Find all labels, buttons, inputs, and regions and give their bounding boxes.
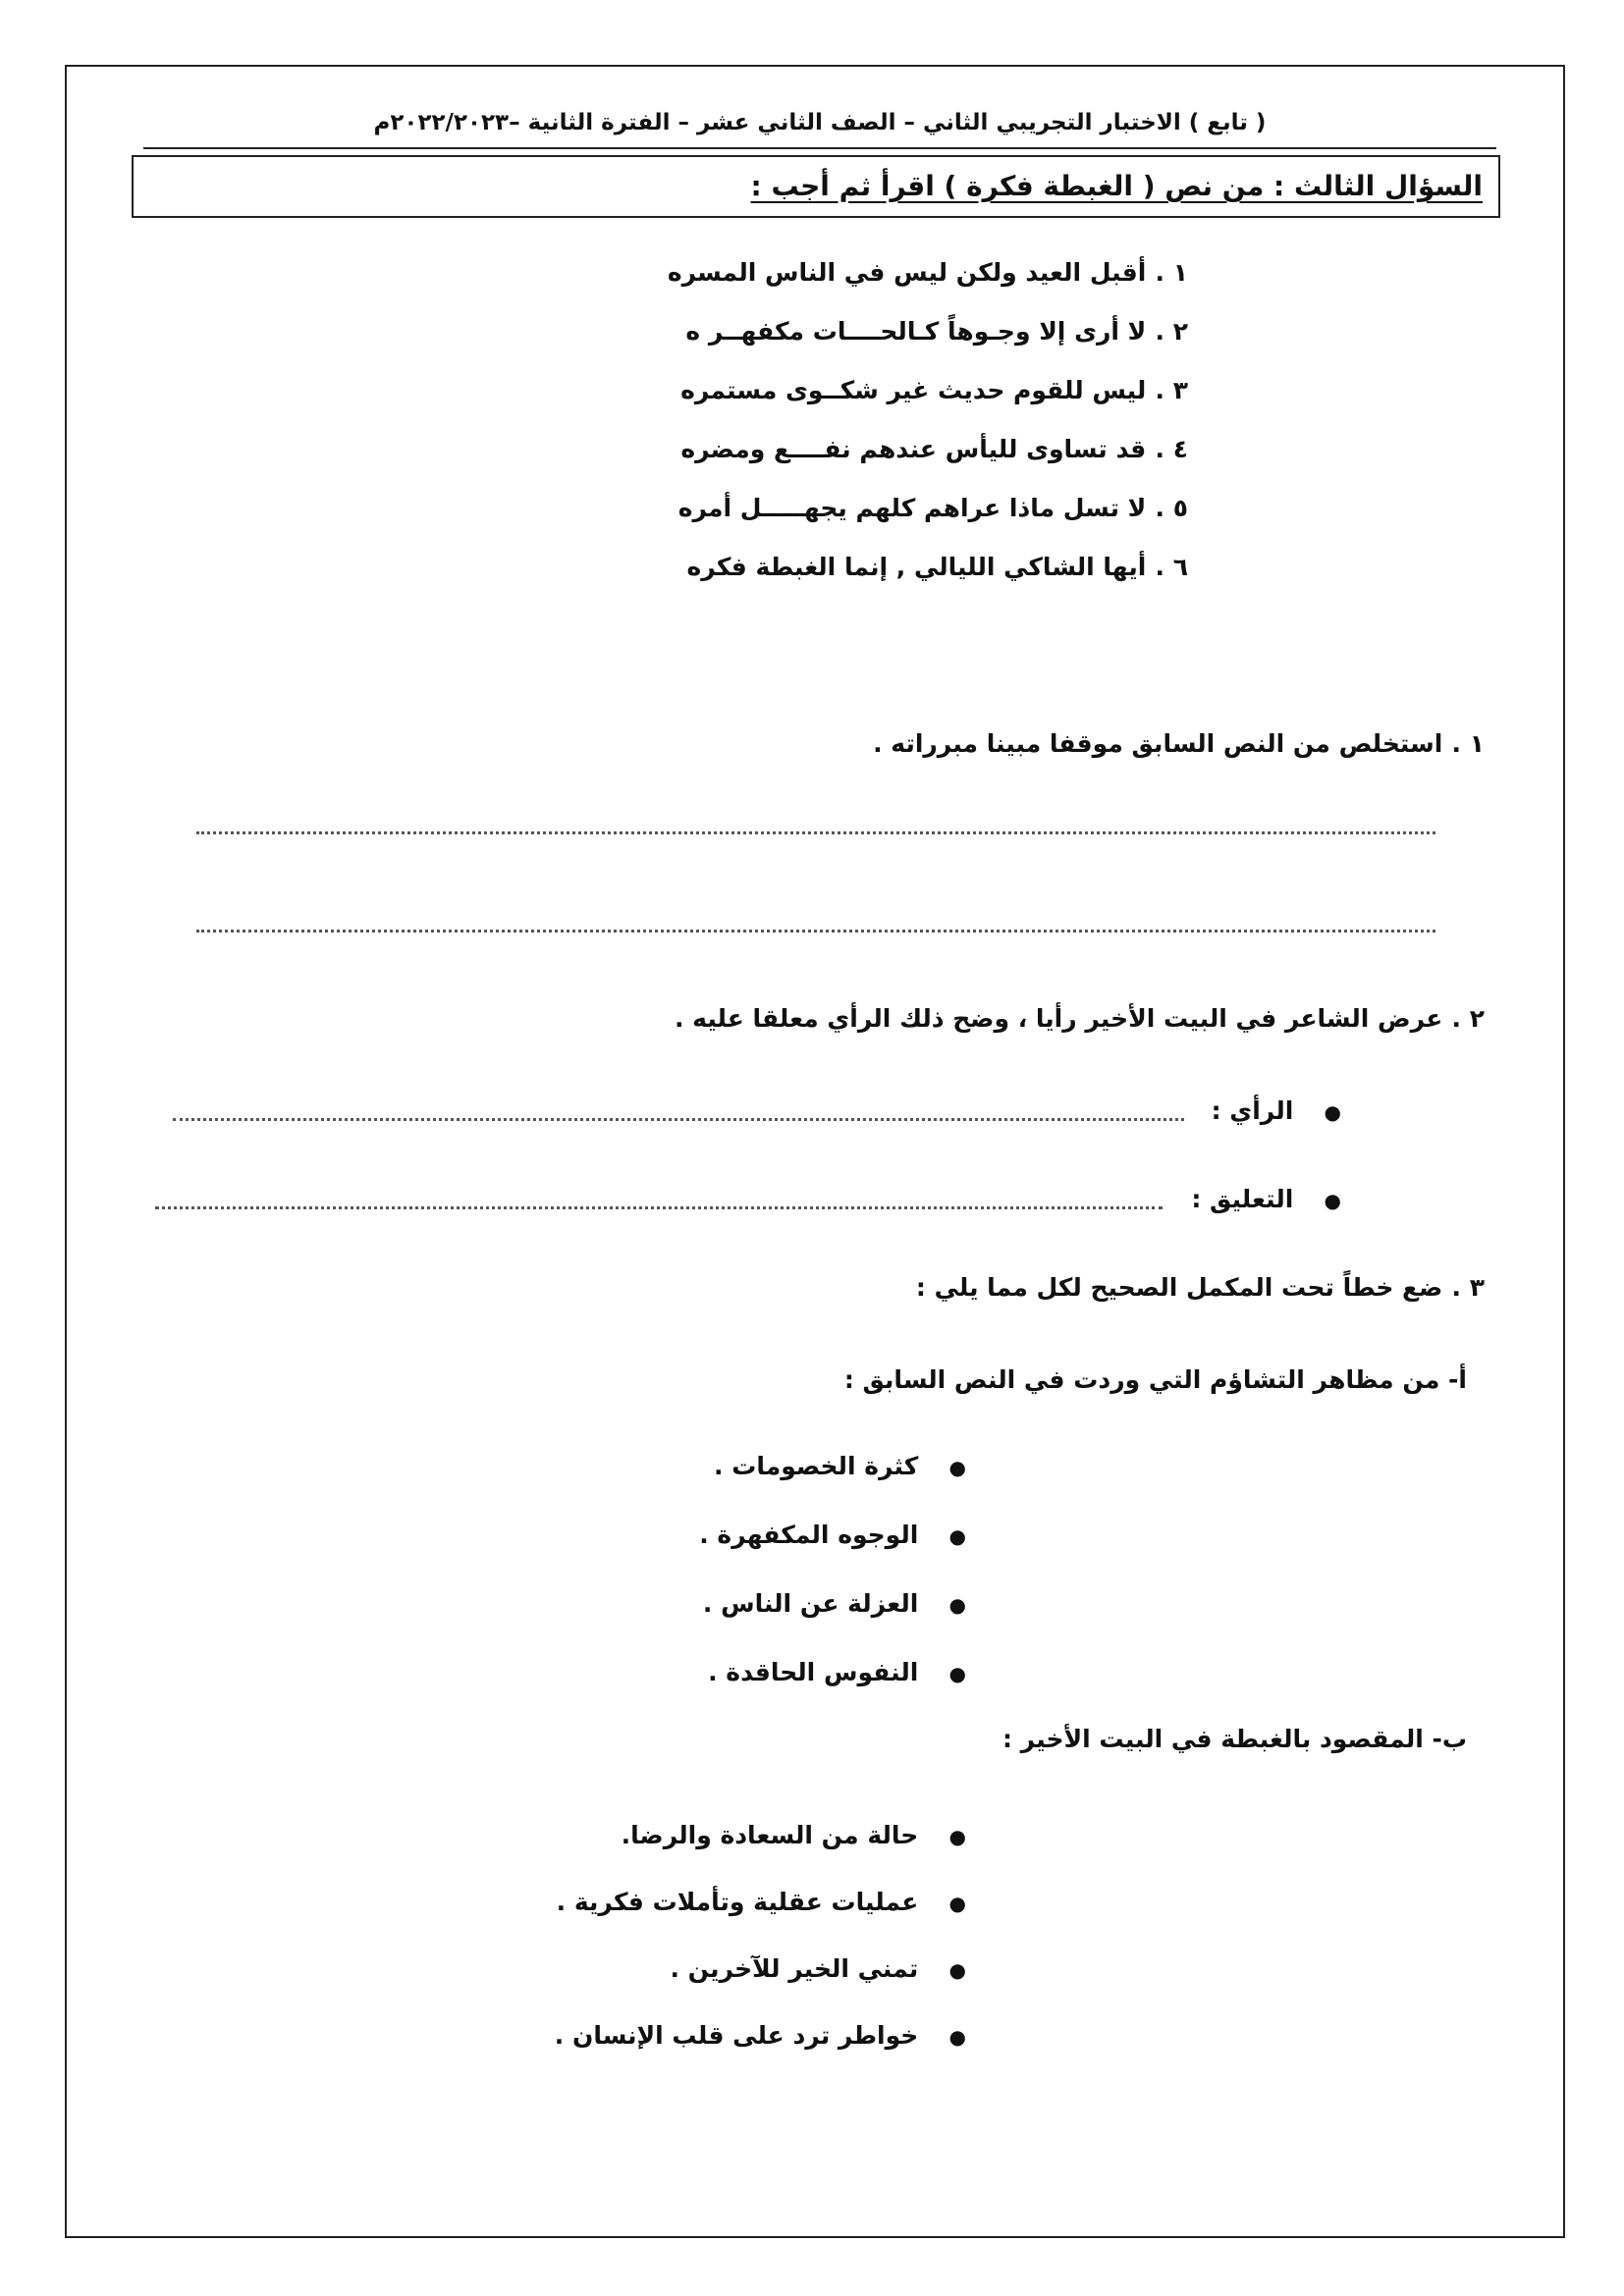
option-b-2[interactable]: ● عمليات عقلية وتأملات فكرية .: [557, 1883, 966, 1923]
option-a-1[interactable]: ● كثرة الخصومات .: [714, 1447, 966, 1487]
option-a-2[interactable]: ● الوجوه المكفهرة .: [699, 1516, 966, 1556]
opinion-label: ● الرأي :: [1212, 1092, 1341, 1132]
verse-5: ٥ . لا تسل ماذا عراهم كلهم يجهـــــل أمره: [677, 494, 1188, 522]
part-a-label: أ- من مظاهر التشاؤم التي وردت في النص السابق :: [843, 1365, 1467, 1394]
section-title: السؤال الثالث : من نص ( الغبطة فكرة ) اقرأ ثم أجب :: [750, 170, 1483, 202]
bullet-icon: ●: [1324, 1100, 1341, 1124]
option-b-3[interactable]: ● تمني الخير للآخرين .: [670, 1949, 966, 1990]
bullet-icon: ●: [948, 1892, 966, 1915]
option-b-4[interactable]: ● خواطر ترد على قلب الإنسان .: [555, 2016, 966, 2056]
bullet-icon: ●: [948, 1593, 966, 1617]
question-2: ٢ . عرض الشاعر في البيت الأخير رأيا ، وضح ذلك الرأي معلقا عليه .: [674, 1004, 1485, 1033]
section-title-box: [132, 155, 1500, 218]
verse-1: ١ . أقبل العيد ولكن ليس في الناس المسره: [667, 258, 1188, 287]
bullet-icon: ●: [948, 1825, 966, 1848]
bullet-icon: ●: [948, 1456, 966, 1479]
verse-6: ٦ . أيها الشاكي الليالي , إنما الغبطة فكره: [686, 553, 1188, 581]
part-b-label: ب- المقصود بالغبطة في البيت الأخير :: [1001, 1725, 1467, 1753]
answer-line-1[interactable]: [196, 830, 1435, 834]
bullet-icon: ●: [948, 1524, 966, 1548]
bullet-icon: ●: [948, 1958, 966, 1982]
header-rule: [143, 147, 1496, 149]
comment-answer-line[interactable]: [155, 1205, 1163, 1209]
exam-header: ( تابع ) الاختبار التجريبي الثاني – الصف الثاني عشر – الفترة الثانية –٢٠٢٢/٢٠٢٣م: [373, 110, 1267, 135]
comment-label: ● التعليق :: [1191, 1180, 1341, 1220]
verse-3: ٣ . ليس للقوم حديث غير شكــوى مستمره: [680, 376, 1188, 404]
question-3: ٣ . ضع خطاً تحت المكمل الصحيح لكل مما يلي :: [915, 1273, 1485, 1302]
bullet-icon: ●: [948, 1662, 966, 1685]
question-1: ١ . استخلص من النص السابق موقفا مبينا مبرراته .: [873, 729, 1485, 758]
answer-line-2[interactable]: [196, 929, 1435, 933]
opinion-answer-line[interactable]: [173, 1117, 1184, 1121]
option-a-3[interactable]: ● العزلة عن الناس .: [703, 1584, 966, 1625]
option-a-4[interactable]: ● النفوس الحاقدة .: [708, 1653, 966, 1693]
verse-4: ٤ . قد تساوى لليأس عندهم نفــــع ومضره: [680, 435, 1188, 463]
verse-2: ٢ . لا أرى إلا وجـوهاً كـالحــــات مكفهــر ه: [685, 317, 1188, 346]
option-b-1[interactable]: ● حالة من السعادة والرضا.: [622, 1816, 966, 1856]
bullet-icon: ●: [1324, 1189, 1341, 1212]
bullet-icon: ●: [948, 2025, 966, 2049]
